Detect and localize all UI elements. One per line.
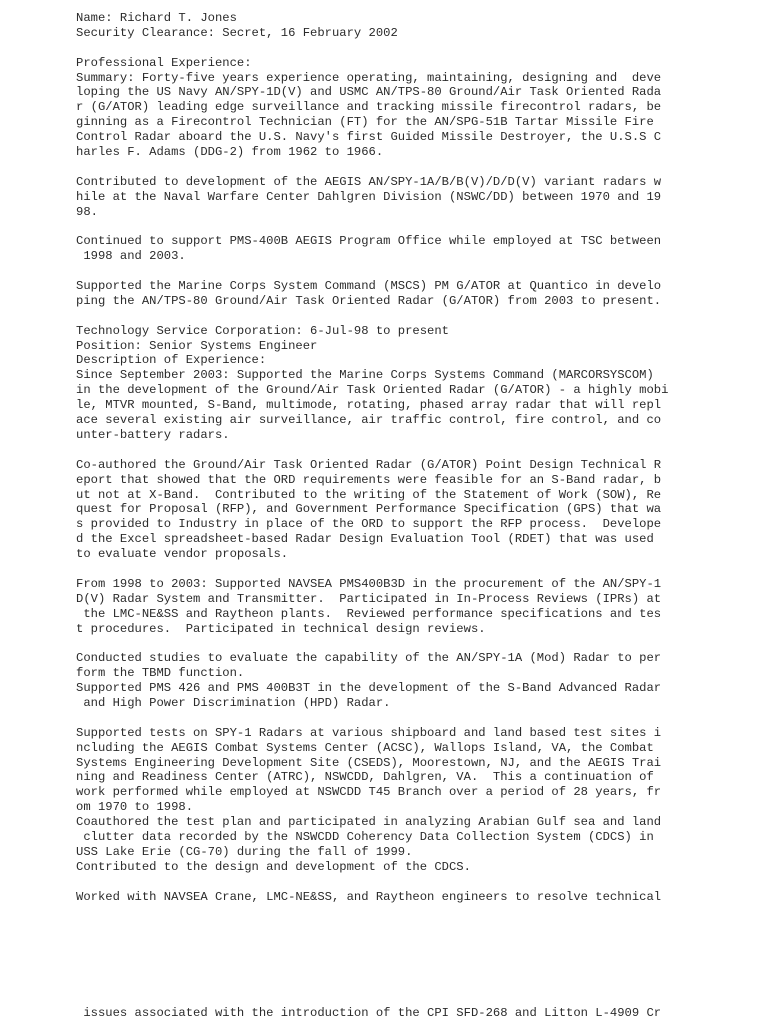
spacer [76, 711, 766, 726]
coauthored-line: to evaluate vendor proposals. [76, 547, 289, 562]
aegis-line: hile at the Naval Warfare Center Dahlgren Division (NSWC/DD) between 1970 and 19 [76, 189, 662, 204]
studies-line: and High Power Discrimination (HPD) Radar. [76, 695, 391, 710]
summary-line: r (G/ATOR) leading edge surveillance and tracking missile firecontrol radars, be [76, 100, 662, 115]
spacer [76, 160, 766, 175]
tests-line: ncluding the AEGIS Combat Systems Center (ACSC), Wallops Island, VA, the Combat [76, 740, 654, 755]
coauthored-line: Co-authored the Ground/Air Task Oriented Radar (G/ATOR) Point Design Technical R [76, 457, 662, 472]
spacer [76, 562, 766, 577]
since2003-line: le, MTVR mounted, S-Band, multimode, rotating, phased array radar that will repl [76, 398, 662, 413]
employer-line: Technology Service Corporation: 6-Jul-98 to present [76, 323, 449, 338]
studies-line: form the TBMD function. [76, 666, 245, 681]
position-line: Position: Senior Systems Engineer [76, 338, 318, 353]
since2003-line: Since September 2003: Supported the Marine Corps Systems Command (MARCORSYSCOM) [76, 368, 654, 383]
spacer [76, 443, 766, 458]
spacer [76, 264, 766, 279]
spacer [76, 636, 766, 651]
from1998-line: t procedures. Participated in technical design reviews. [76, 621, 486, 636]
tests-line: Supported tests on SPY-1 Radars at various shipboard and land based test sites i [76, 725, 662, 740]
studies-line: Supported PMS 426 and PMS 400B3T in the development of the S-Band Advanced Radar [76, 681, 662, 696]
coauthored-line: d the Excel spreadsheet-based Radar Design Evaluation Tool (RDET) that was used [76, 532, 654, 547]
tests-line: USS Lake Erie (CG-70) during the fall of 1999. [76, 844, 413, 859]
summary-line: ginning as a Firecontrol Technician (FT) for the AN/SPG-51B Tartar Missile Fire [76, 115, 654, 130]
since2003-line: ace several existing air surveillance, air traffic control, fire control, and co [76, 413, 662, 428]
tests-line: om 1970 to 1998. [76, 800, 194, 815]
from1998-line: D(V) Radar System and Transmitter. Participated in In-Process Reviews (IPRs) at [76, 591, 662, 606]
from1998-line: the LMC-NE&SS and Raytheon plants. Reviewed performance specifications and tes [76, 606, 662, 621]
since2003-line: in the development of the Ground/Air Task Oriented Radar (G/ATOR) - a highly mobi [76, 383, 669, 398]
summary-line: harles F. Adams (DDG-2) from 1962 to 1966. [76, 145, 384, 160]
page-tail-line: issues associated with the introduction of the CPI SFD-268 and Litton L-4909 Cr [76, 1006, 662, 1020]
tests-line: ning and Readiness Center (ATRC), NSWCDD, Dahlgren, VA. This a continuation of [76, 770, 654, 785]
spacer [76, 41, 766, 56]
name-line: Name: Richard T. Jones [76, 11, 237, 25]
summary-line: Summary: Forty-five years experience operating, maintaining, designing and deve [76, 70, 662, 85]
tests-line: Contributed to the design and development of the CDCS. [76, 859, 471, 874]
aegis-line: 98. [76, 204, 98, 219]
from1998-line: From 1998 to 2003: Supported NAVSEA PMS400B3D in the procurement of the AN/SPY-1 [76, 576, 662, 591]
summary-line: loping the US Navy AN/SPY-1D(V) and USMC AN/TPS-80 Ground/Air Task Oriented Rada [76, 85, 662, 100]
tests-line: work performed while employed at NSWCDD T45 Branch over a period of 28 years, fr [76, 785, 662, 800]
coauthored-line: s provided to Industry in place of the ORD to support the RFP process. Develope [76, 517, 662, 532]
spacer [76, 309, 766, 324]
coauthored-line: ut not at X-Band. Contributed to the writing of the Statement of Work (SOW), Re [76, 487, 662, 502]
summary-line: Control Radar aboard the U.S. Navy's first Guided Missile Destroyer, the U.S.S C [76, 130, 662, 145]
navsea-line: Worked with NAVSEA Crane, LMC-NE&SS, and Raytheon engineers to resolve technical [76, 889, 662, 904]
coauthored-line: eport that showed that the ORD requirements were feasible for an S-Band radar, b [76, 472, 662, 487]
studies-line: Conducted studies to evaluate the capability of the AN/SPY-1A (Mod) Radar to per [76, 651, 662, 666]
pms400b-line: 1998 and 2003. [76, 249, 186, 264]
since2003-line: unter-battery radars. [76, 427, 230, 442]
mscs-line: Supported the Marine Corps System Command (MSCS) PM G/ATOR at Quantico in develo [76, 279, 662, 294]
pms400b-line: Continued to support PMS-400B AEGIS Program Office while employed at TSC between [76, 234, 662, 249]
tests-line: clutter data recorded by the NSWCDD Coherency Data Collection System (CDCS) in [76, 829, 654, 844]
tests-line: Coauthored the test plan and participated in analyzing Arabian Gulf sea and land [76, 815, 662, 830]
description-heading: Description of Experience: [76, 353, 267, 368]
aegis-line: Contributed to development of the AEGIS AN/SPY-1A/B/B(V)/D/D(V) variant radars w [76, 174, 662, 189]
resume-text [76, 11, 766, 904]
coauthored-line: quest for Proposal (RFP), and Government Performance Specification (GPS) that wa [76, 502, 662, 517]
tests-line: Systems Engineering Development Site (CSEDS), Moorestown, NJ, and the AEGIS Trai [76, 755, 662, 770]
spacer [76, 875, 766, 890]
spacer [76, 219, 766, 234]
clearance-line: Security Clearance: Secret, 16 February 2002 [76, 25, 398, 40]
mscs-line: ping the AN/TPS-80 Ground/Air Task Oriented Radar (G/ATOR) from 2003 to present. [76, 293, 662, 308]
section-heading: Professional Experience: [76, 55, 252, 70]
